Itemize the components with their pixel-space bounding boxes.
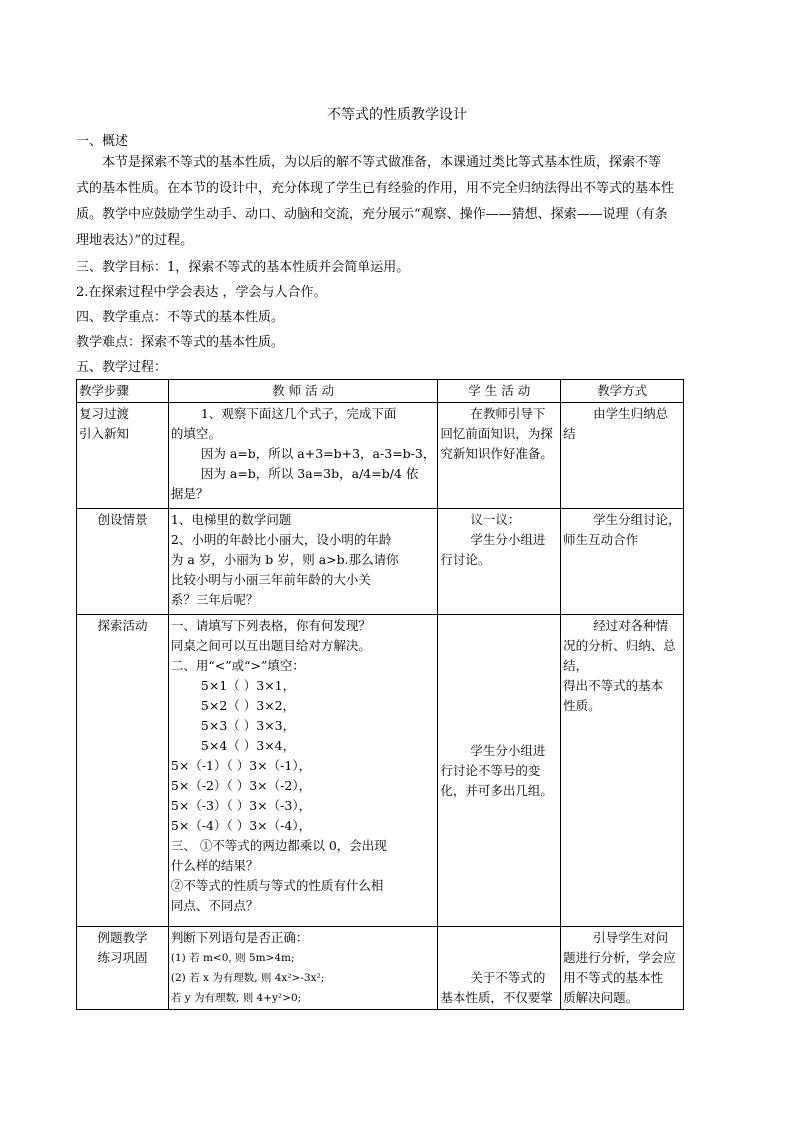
teaching-difficulty: 教学难点：探索不等式的基本性质。 [76, 335, 285, 350]
table-row [77, 403, 684, 509]
overview-line: 质。教学中应鼓励学生动手、动口、动脑和交流，充分展示“观察、操作——猜想、探索——说理（有条 [76, 207, 668, 222]
header-student: 学 生 活 动 [438, 380, 561, 403]
step-cell: 创设情景 [77, 509, 169, 615]
section-overview-heading: 一、概述 [76, 134, 129, 149]
method-cell: 学生分组讨论， 师生互动合作 [561, 509, 684, 615]
student-cell: 在教师引导下 回忆前面知识，为探 究新知识作好准备。 [438, 403, 561, 509]
teaching-process-table [76, 379, 684, 1010]
teacher-cell: 1、电梯里的数学问题 2、小明的年龄比小丽大，设小明的年龄 为 a 岁，小丽为 b 岁，则 a>b.那么请你 比较小明与小丽三年前年龄的大小关 系？三年后呢？ [168, 509, 437, 615]
overview-line: 式的基本性质。在本节的设计中，充分体现了学生已有经验的作用，用不完全归纳法得出不等式的基本性 [76, 181, 675, 196]
table-row [77, 615, 684, 927]
table-header-row [77, 380, 684, 403]
student-cell: 关于不等式的 基本性质，不仅要掌 [438, 927, 561, 1010]
overview-line: 本节是探索不等式的基本性质，为以后的解不等式做准备，本课通过类比等式基本性质，探索不等 [102, 155, 662, 170]
table-row [77, 509, 684, 615]
step-cell: 复习过渡 引入新知 [77, 403, 169, 509]
teaching-goal-1: 三、教学目标：1，探索不等式的基本性质并会简单运用。 [76, 260, 410, 275]
header-teacher: 教 师 活 动 [168, 380, 437, 403]
method-cell: 引导学生对问 题进行分析，学会应 用不等式的基本性 质解决问题。 [561, 927, 684, 1010]
header-method: 教学方式 [561, 380, 684, 403]
step-cell: 例题教学 练习巩固 [77, 927, 169, 1010]
header-step: 教学步骤 [77, 380, 169, 403]
teacher-cell: 一、请填写下列表格，你有何发现？ 同桌之间可以互出题目给对方解决。 二、用“<”或“>”填空： 5×1（ ）3×1， 5×2（ ）3×2， 5×3（ ）3×3， 5×4（ ）3×4， 5×（-1）（ ）3×（-1）， 5×（-2）（ ）3×（-2）， 5×（-3）（ ）3×（-3）， 5×（-4）（ ）3×（-4）， 三、 ①不等式的两边都乘以 0，会出现 什么样的结果？ ②不等式的性质与等式的性质有什么相 同点、不同点？ [168, 615, 437, 927]
teaching-process-heading: 五、教学过程： [76, 360, 168, 375]
teacher-cell: 1、观察下面这几个式子，完成下面 的填空。 因为 a=b，所以 a+3=b+3，a-3=b-3， 因为 a=b，所以 3a=3b，a/4=b/4 依 据是？ [168, 403, 437, 509]
student-cell: 学生分小组进 行讨论不等号的变 化，并可多出几组。 [438, 615, 561, 927]
teaching-goal-2: 2.在探索过程中学会表达 ，学会与人合作。 [76, 285, 327, 300]
teacher-cell: 判断下列语句是否正确： (1) 若 m<0, 则 5m>4m; (2) 若 x 为有理数, 则 4x²>-3x²; 若 y 为有理数, 则 4+y²>0; [168, 927, 437, 1010]
table-row [77, 927, 684, 1010]
overview-paragraph [76, 150, 718, 254]
student-cell: 议一议： 学生分小组进 行讨论。 [438, 509, 561, 615]
teaching-key-point: 四、教学重点：不等式的基本性质。 [76, 310, 285, 325]
document-title: 不等式的性质教学设计 [327, 107, 467, 123]
method-cell: 由学生归纳总 结 [561, 403, 684, 509]
step-cell: 探索活动 [77, 615, 169, 927]
method-cell: 经过对各种情 况的分析、归纳、总 结， 得出不等式的基本 性质。 [561, 615, 684, 927]
overview-line: 理地表达）”的过程。 [76, 233, 194, 248]
